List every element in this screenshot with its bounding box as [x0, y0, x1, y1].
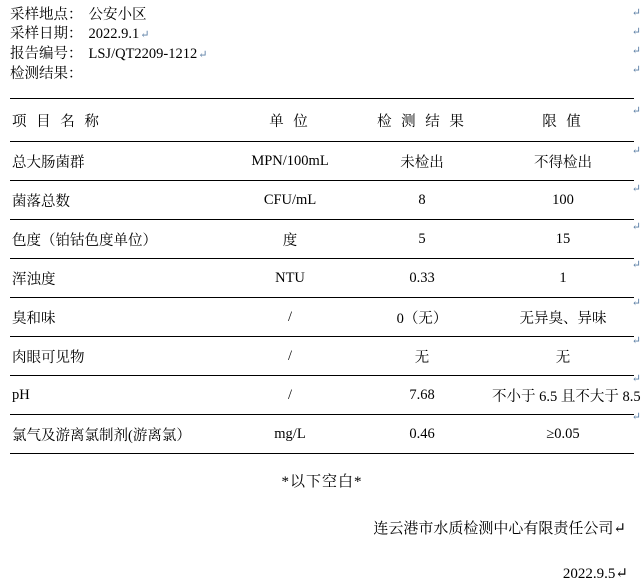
cell-unit: / [228, 376, 352, 415]
company-name [10, 517, 634, 538]
paragraph-mark-icon: ↵ [631, 411, 641, 423]
column-header-limit: 限 值 [492, 99, 634, 142]
cell-limit: ≥0.05 [492, 415, 634, 454]
paragraph-mark-icon: ↵ [631, 297, 641, 309]
cell-unit: NTU [228, 259, 352, 298]
paragraph-mark-icon: ↵ [631, 26, 641, 38]
cell-result: 0.46 [352, 415, 492, 454]
cell-name: 浑浊度 [10, 259, 228, 298]
table-row [10, 259, 634, 298]
paragraph-mark-icon: ↵ [631, 145, 641, 157]
report-number-value: LSJ/QT2209-1212 [88, 46, 198, 62]
cell-result: 5 [352, 220, 492, 259]
paragraph-mark-icon: ↵ [631, 373, 641, 385]
cell-name: 总大肠菌群 [10, 142, 228, 181]
cell-limit: 15 [492, 220, 634, 259]
cell-result: 8 [352, 181, 492, 220]
result-label: 检测结果： [10, 66, 83, 82]
cell-name: 肉眼可见物 [10, 337, 228, 376]
location-value: 公安小区 [88, 7, 147, 23]
cell-limit: 100 [492, 181, 634, 220]
cell-name: 氯气及游离氯制剂(游离氯） [10, 415, 228, 454]
cell-unit: / [228, 337, 352, 376]
cell-limit: 1 [492, 259, 634, 298]
table-row [10, 298, 634, 337]
paragraph-mark-icon: ↵ [615, 566, 628, 582]
paragraph-mark-icon: ↵ [631, 183, 641, 195]
table-row [10, 142, 634, 181]
cell-name: 色度（铂钴色度单位） [10, 220, 228, 259]
column-header-unit: 单 位 [228, 99, 352, 142]
cell-name: 菌落总数 [10, 181, 228, 220]
cell-result: 无 [352, 337, 492, 376]
paragraph-mark-icon: ↵ [613, 521, 626, 537]
cell-unit: CFU/mL [228, 181, 352, 220]
table-row [10, 181, 634, 220]
cell-limit: 不得检出 [492, 142, 634, 181]
report-number-label: 报告编号： [10, 46, 83, 62]
meta-location [10, 6, 634, 25]
paragraph-marks-column [629, 0, 641, 556]
cell-result: 0.33 [352, 259, 492, 298]
meta-report-number [10, 45, 634, 65]
paragraph-mark-icon: ↵ [631, 335, 641, 347]
paragraph-mark-icon: ↵ [631, 221, 641, 233]
table-row [10, 415, 634, 454]
paragraph-mark-icon: ↵ [631, 64, 641, 76]
paragraph-mark-icon: ↵ [140, 29, 150, 41]
paragraph-mark-icon: ↵ [631, 105, 641, 117]
paragraph-mark-icon: ↵ [631, 45, 641, 57]
table-header-row [10, 99, 634, 142]
cell-result: 未检出 [352, 142, 492, 181]
cell-unit: / [228, 298, 352, 337]
paragraph-mark-icon: ↵ [198, 49, 208, 61]
company-label: 连云港市水质检测中心有限责任公司 [373, 521, 614, 537]
meta-result-label [10, 65, 634, 84]
sampling-date-label: 采样日期： [10, 26, 83, 42]
location-label: 采样地点： [10, 7, 83, 23]
results-table [10, 98, 641, 454]
cell-name: 臭和味 [10, 298, 228, 337]
cell-result: 0（无） [352, 298, 492, 337]
cell-unit: mg/L [228, 415, 352, 454]
cell-limit: 无异臭、异味 [492, 298, 634, 337]
cell-unit: 度 [228, 220, 352, 259]
blank-note: *以下空白* [281, 474, 363, 490]
sampling-date-value: 2022.9.1 [88, 26, 140, 42]
table-row [10, 337, 634, 376]
cell-unit: MPN/100mL [228, 142, 352, 181]
cell-result: 7.68 [352, 376, 492, 415]
column-header-result: 检 测 结 果 [352, 99, 492, 142]
meta-sampling-date [10, 25, 634, 45]
table-row [10, 220, 634, 259]
column-header-name: 项 目 名 称 [10, 99, 228, 142]
cell-limit: 不小于 6.5 且不大于 8.5 [492, 376, 634, 415]
issue-date-value: 2022.9.5 [562, 566, 616, 582]
cell-name: pH [10, 376, 228, 415]
paragraph-mark-icon: ↵ [631, 259, 641, 271]
paragraph-mark-icon: ↵ [631, 7, 641, 19]
cell-limit: 无 [492, 337, 634, 376]
issue-date [10, 564, 634, 583]
table-row [10, 376, 634, 415]
